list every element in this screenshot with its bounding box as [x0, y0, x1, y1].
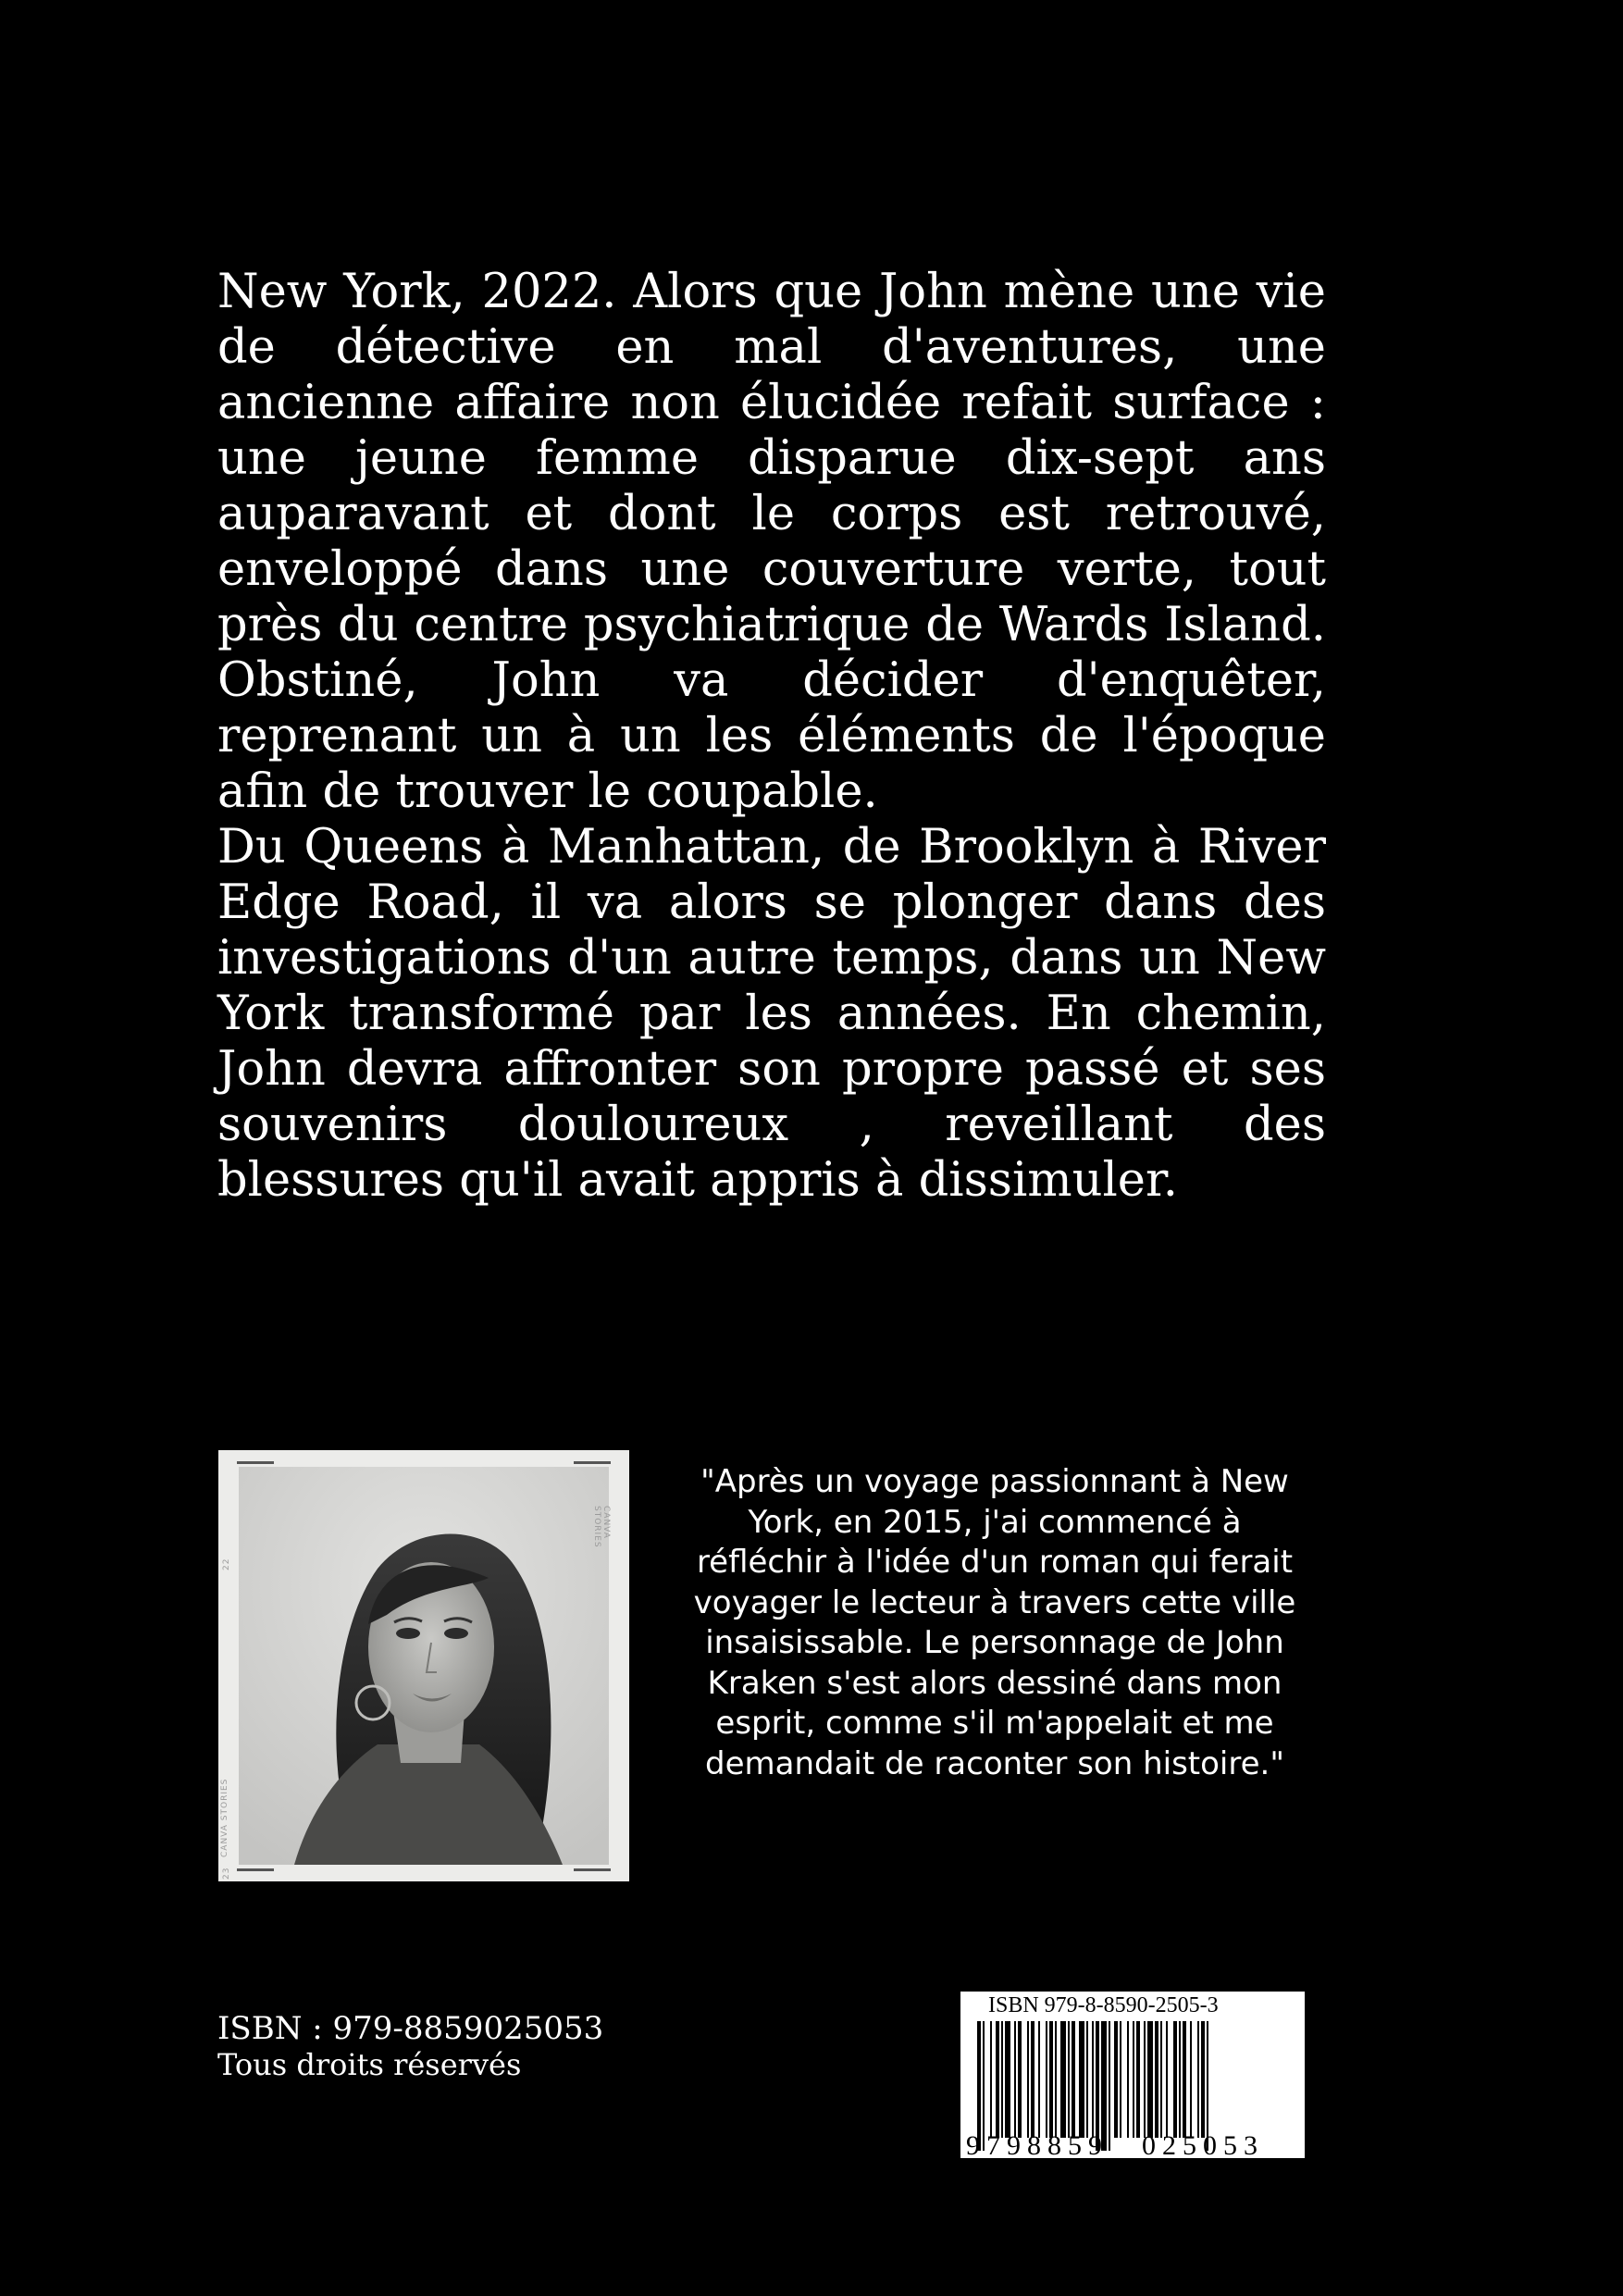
barcode-bar [1155, 2021, 1158, 2138]
author-quote [689, 1462, 1300, 1784]
barcode-bar [1031, 2021, 1035, 2138]
barcode-digit: 3 [1244, 2130, 1258, 2158]
barcode-bar [1133, 2021, 1134, 2138]
barcode-bar [1005, 2021, 1010, 2138]
barcode-digit: 9 [1007, 2130, 1021, 2158]
author-quote-text: "Après un voyage passionnant à New York, en 2015, j'ai commencé à réfléchir à l'idée d'un roman qui ferait voyager le lecteur à travers cette ville insaisissable. Le personnage de John Kraken s'est alors dessiné dans mon esprit, comme s'il m'appelait et me demandait de raconter son histoire." [693, 1463, 1296, 1782]
frame-corner-mark-right [574, 1461, 611, 1464]
frame-corner-mark-bottom-right [574, 1868, 611, 1871]
frame-corner-mark-left [237, 1461, 274, 1464]
barcode-digit: 0 [1142, 2130, 1156, 2158]
barcode-digit: 9 [1088, 2130, 1102, 2158]
barcode-bar [1144, 2021, 1146, 2138]
barcode-bar [990, 2021, 992, 2138]
barcode-digit: 2 [1162, 2130, 1176, 2158]
barcode-bar [1147, 2021, 1153, 2138]
barcode-bar [1046, 2021, 1047, 2138]
barcode-digit: 5 [1183, 2130, 1196, 2158]
barcode-bar [1049, 2021, 1053, 2138]
frame-brand-label-left: CANVA STORIES [220, 1778, 229, 1857]
barcode-bar [1068, 2021, 1070, 2138]
barcode-bar [1173, 2021, 1177, 2138]
barcode-bar [1190, 2021, 1192, 2138]
barcode-bar [1079, 2021, 1084, 2138]
barcode-bar [1027, 2021, 1029, 2138]
frame-brand-label: CANVA STORIES [592, 1506, 611, 1548]
barcode-bar [1127, 2021, 1129, 2138]
author-portrait-image [239, 1467, 609, 1865]
back-cover-synopsis [217, 265, 1326, 1209]
barcode-bar [1072, 2021, 1075, 2138]
barcode-bar [1166, 2021, 1168, 2138]
barcode-digit: 0 [1203, 2130, 1217, 2158]
barcode-bar [1183, 2021, 1186, 2138]
barcode-digit: 5 [1068, 2130, 1082, 2158]
isbn-barcode [960, 1992, 1305, 2158]
barcode-bar [1014, 2021, 1016, 2138]
barcode-bar [1018, 2021, 1022, 2138]
barcode-isbn-label: ISBN 979-8-8590-2505-3 [988, 1993, 1219, 2017]
frame-number-top: 22 [222, 1558, 231, 1570]
barcode-bar [1109, 2021, 1110, 2151]
barcode-digit: 8 [1047, 2130, 1061, 2158]
barcode-bar [1038, 2021, 1040, 2138]
barcode-digit: 9 [966, 2130, 980, 2158]
isbn-text: ISBN : 979-8859025053 [217, 2010, 604, 2047]
barcode-bar [1120, 2021, 1121, 2138]
barcode-bar [1136, 2021, 1140, 2138]
barcode-bar [1086, 2021, 1088, 2138]
synopsis-paragraph-2: Du Queens à Manhattan, de Brooklyn à River Edge Road, il va alors se plonger dans des investigations d'un autre temps, dans un New York transformé par les années. En chemin, John devra affronter son propre passé et ses souvenirs douloureux , reveillant des blessures qu'il avait appris à dissimuler. [217, 820, 1326, 1208]
rights-text: Tous droits réservés [217, 2047, 522, 2082]
barcode-bar [1001, 2021, 1003, 2138]
frame-number-bottom: 23 [222, 1867, 231, 1880]
barcode-digit: 8 [1027, 2130, 1041, 2158]
barcode-bar [1055, 2021, 1057, 2138]
barcode-digit: 5 [1223, 2130, 1237, 2158]
barcode-digit: 7 [986, 2130, 1000, 2158]
barcode-bar [1197, 2021, 1199, 2138]
frame-corner-mark-bottom-left [237, 1868, 274, 1871]
synopsis-paragraph-1: New York, 2022. Alors que John mène une vie de détective en mal d'aventures, une ancienne affaire non élucidée refait surface : une jeune femme disparue dix-sept ans auparavant et dont le corps est retrouvé, enveloppé dans une couverture verte, tout près du centre psychiatrique de Wards Island. Obstiné, John va décider d'enquêter, reprenant un à un les éléments de l'époque afin de trouver le coupable. [217, 265, 1326, 819]
barcode-bar [1060, 2021, 1066, 2138]
barcode-bar [996, 2021, 999, 2138]
barcode-bar [1092, 2021, 1094, 2138]
barcode-bar [1160, 2021, 1162, 2138]
barcode-bar [1201, 2021, 1205, 2138]
barcode-bar [983, 2021, 985, 2151]
barcode-bar [1179, 2021, 1181, 2138]
barcode-bar [1114, 2021, 1118, 2138]
author-photo-frame [218, 1450, 629, 1881]
author-photo [239, 1467, 609, 1865]
isbn-info [217, 2010, 603, 2082]
